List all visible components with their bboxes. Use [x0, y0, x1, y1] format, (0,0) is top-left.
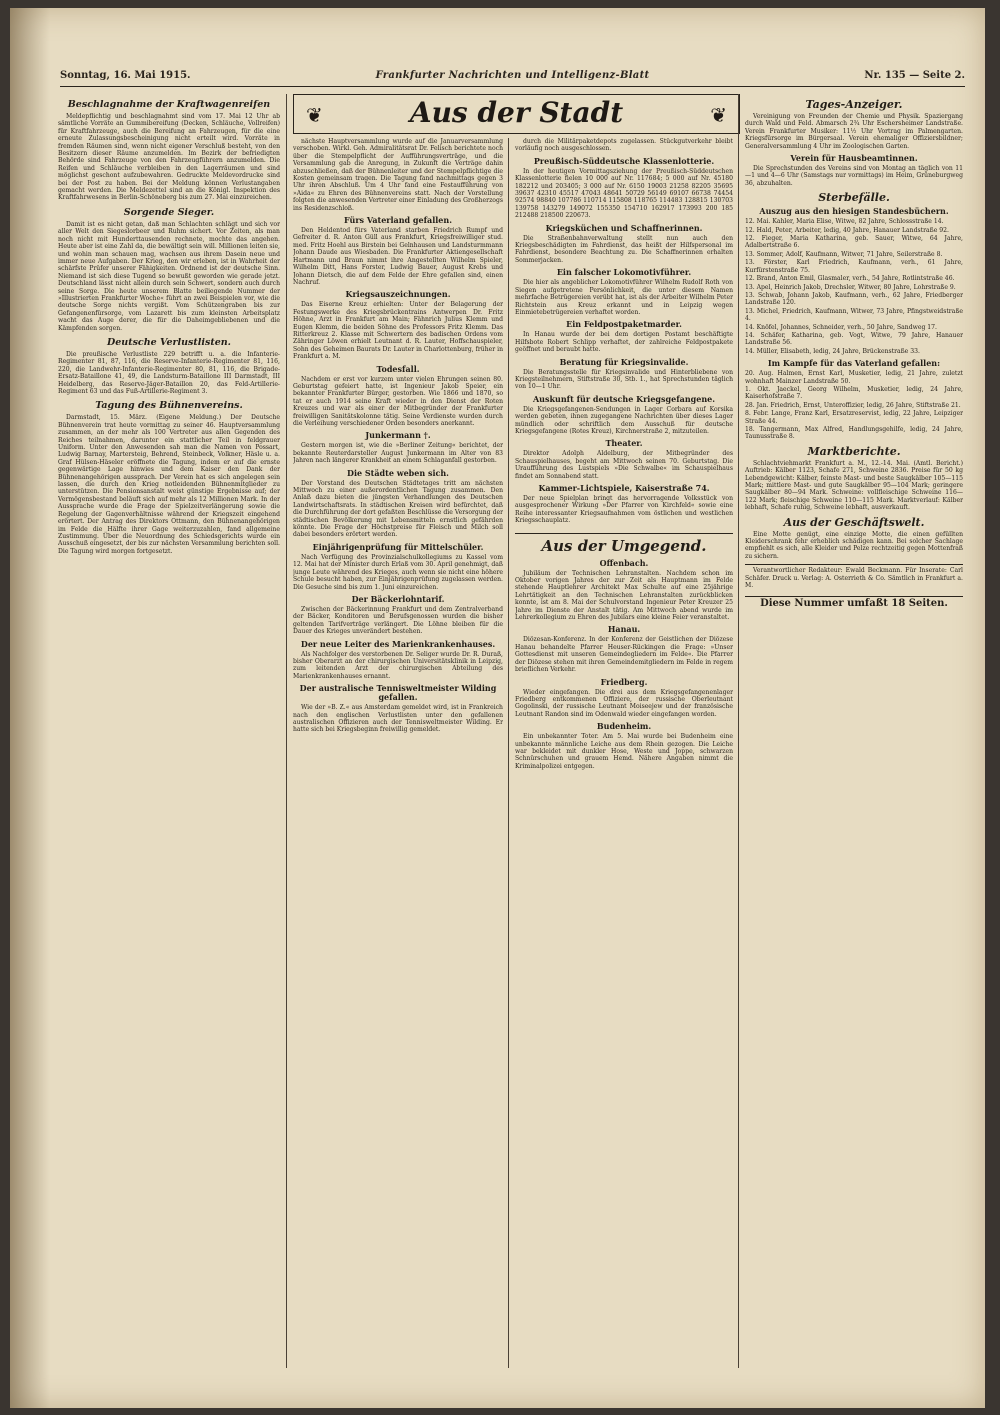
article-heading: Sterbefälle.: [818, 191, 890, 205]
article-text: Vereinigung von Freunden der Chemie und Physik. Spaziergang durch Wald und Feld. Abmarsch 2¾ Uhr Eschersheimer Landstraße. Verein Frankfurter Musiker: 11½ Uhr Vortrag im Palmengarten. Kriegsfürsorge im Bürgersaal. Verein ehemaliger Offiziersbildner; Generalversammlung 4 Uhr im Zoologischen Garten.: [745, 113, 963, 150]
article-text: Diözesan-Konferenz. In der Konferenz der Geistlichen der Diözese Hanau behandelte Pfarrer Heuser-Rückingen die Frage: »Unser Gottesdienst mit unseren Gemeindegliedern im Felde«. Die Pfarrer der Diözese stehen mit ihren Gemeindemitgliedern im Felde in regem brieflichen Verkehr.: [515, 636, 733, 674]
article-heading: Kriegsauszeichnungen.: [345, 289, 451, 300]
article-text: Die Kriegsgefangenen-Sendungen in Lager Corbara auf Korsika werden gebeten, ihnen zugegangene Nachrichten über dieses Lager mündlich oder schriftlich dem Ausschuß für deutsche Kriegsgefangene (Rotes Kreuz), Kirchnerstraße 2, mitzuteilen.: [515, 405, 733, 435]
article-heading: Kriegsküchen und Schaffnerinnen.: [545, 222, 703, 233]
article-heading: Einjährigenprüfung für Mittelschüler.: [312, 541, 484, 552]
town-heading: Friedberg.: [600, 676, 648, 687]
article-heading: Marktberichte.: [807, 444, 901, 458]
article-heading: Ein Feldpostpaketmarder.: [566, 319, 682, 330]
article-heading: Fürs Vaterland gefallen.: [343, 215, 452, 226]
article-heading: Deutsche Verlustlisten.: [107, 336, 231, 348]
article-text: Jubiläum der Technischen Lehranstalten. Nachdem schon im Oktober vorigen Jahres der zur Zeit als Hauptmann im Felde stehende Hauptlehrer Architekt Max Schulte auf eine 25jährige Lehrtätigkeit an den Technischen Lehranstalten zurückblicken konnte, ist am 8. Mai der Schulvorstand Ingenieur Peter Kreuzer 25 Jahre im Dienste der Anstalt tätig. Am Mittwoch abend wurde im Lehrerkollegium zu Ehren des Jubilars eine kleine Feier veranstaltet.: [515, 569, 733, 622]
section-title: Aus der Stadt: [409, 96, 624, 129]
article-text: Wie der »B. Z.« aus Amsterdam gemeldet wird, ist in Frankreich nach den englischen Verlustlisten unter den gefallenen australischen Offizieren auch der Tennisweltmeister Wilding. Er hatte sich bei Kriegsbeginn freiwillig gemeldet.: [293, 704, 503, 734]
list-item: 20. Aug. Halmen, Ernst Karl, Musketier, ledig, 21 Jahre, zuletzt wohnhaft Mainzer Landstraße 50.: [745, 370, 963, 385]
article-text: Wieder eingefangen. Die drei aus dem Kriegsgefangenenlager Friedberg entkommenen Offiziere, der russische Oberleutnant Gogolinski, der russische Leutnant Moiseejew und der französische Leutnant Randon sind im Odenwald wieder eingefangen worden.: [515, 688, 733, 718]
section-banner: [293, 94, 740, 134]
list-item: 8. Febr. Lange, Franz Karl, Ersatzreservist, ledig, 22 Jahre, Leipziger Straße 44.: [745, 410, 963, 425]
town-heading: Hanau.: [607, 624, 641, 635]
article-text: Nachdem er erst vor kurzem unter vielen Ehrungen seinen 80. Geburtstag gefeiert hatte, ist Ingenieur Jakob Speier, ein bekannter Frankfurter Bürger, gestorben. Wie 1866 und 1870, so tat er auch 1914 seine Kraft wieder in den Dienst der Roten Kreuzes und war als einer der Mitbegründer der Frankfurter freiwilligen Sanitätskolonne tätig. Seine Verdienste wurden durch die Verleihung verschiedener Orden besonders anerkannt.: [293, 375, 503, 427]
article-heading: Kammer-Lichtspiele, Kaiserstraße 74.: [538, 483, 710, 493]
article-text: In der heutigen Vormittagsziehung der Preußisch-Süddeutschen Klassenlotterie fielen 10 000 auf Nr. 117684; 5 000 auf Nr. 45180 182212 und 203405; 3 000 auf Nr. 6150 19003 21258 82205 35695 39637 42310 45517 47043 48641 50729 56149 69107 66738 74454 92574 98840 107786 110714 115808 118765 114483 128815 130703 139758 143279 149072 155350 154710 162917 173993 200 185 212488 218500 220673.: [515, 167, 733, 220]
article-heading: Verein für Hausbeamtinnen.: [790, 153, 918, 164]
paper-title: Frankfurter Nachrichten und Intelligenz-Blatt: [375, 70, 650, 81]
article-text: Darmstadt, 15. März. (Eigene Meldung.) Der Deutsche Bühnenverein trat heute vormittag zu seiner 46. Hauptversammlung zusammen, an der mehr als 100 Vertreter aus allen Gegenden des Reiches teilnahmen, darunter ein stattlicher Teil in feldgrauer Uniform. Unter den Anwesenden sah man die Namen von Possart, Ludwig Barnay, Martersteig, Behrend, Steinbeck, Volkner, Häsle u. a. Graf Hülsen-Häseler eröffnete die Tagung, indem er auf die ernste gegenwärtige Lage hinwies und dem Kaiser den Dank der Bühnenangehörigen aussprach. Der Verein hat es sich angelegen sein lassen, die durch den Krieg notleidenden Bühnenmitglieder zu unterstützen. Die Pensionsanstalt weist günstige Ergebnisse auf; der Vermögensbestand beläuft sich auf mehr als 12 Millionen Mark. In der Aussprache wurde die Frage der Spielzeitverlängerung sowie die Regelung der Gagenverhältnisse während der Kriegszeit eingehend erörtert. Der Antrag des Direktors Ottmann, den Bühnenangehörigen im Felde die Hälfte ihrer Gage weiterzuzahlen, fand allgemeine Zustimmung. Über die Neuordnung des Schiedsgerichts wurde ein Ausschuß eingesetzt, der bis zur nächsten Versammlung berichten soll. Die Tagung wird morgen fortgesetzt.: [58, 414, 280, 555]
article-heading: Preußisch-Süddeutsche Klassenlotterie.: [533, 155, 715, 166]
ornament-left-icon: ❦: [306, 103, 323, 127]
masthead: [60, 70, 965, 87]
article-heading: Tagung des Bühnenvereins.: [95, 400, 243, 412]
article-text: Die hier als angeblicher Lokomotivführer Wilhelm Rudolf Roth von Siegen aufgetretene Persönlichkeit, die unter diesem Namen mehrfache Betrügereien verübt hat, ist als der Arbeiter Wilhelm Peter Richtstein aus Kreuz erkannt und in Leipzig wegen Einmietebetrügereien verhaftet worden.: [515, 279, 733, 316]
newspaper-page: [10, 8, 985, 1408]
ornament-right-icon: ❦: [710, 103, 727, 127]
article-text: Die preußische Verlustliste 229 betrifft u. a. die Infanterie-Regimenter 81, 87, 116, die Reserve-Infanterie-Regimenter 81, 116, 220, die Landwehr-Infanterie-Regimenter 80, 81, 116, die Brigade-Ersatz-Bataillone 41, 49, die Landsturm-Bataillone III Darmstadt, III Heidelberg, das Reserve-Jäger-Bataillon 20, das Feld-Artillerie-Regiment 63 und das Fuß-Artillerie-Regiment 3.: [58, 350, 280, 395]
list-item: 28. Jan. Friedrich, Ernst, Unteroffizier, ledig, 26 Jahre, Stiftstraße 21.: [745, 401, 961, 409]
article-text: nächste Hauptversammlung wurde auf die Januarversammlung verschoben. Wirkl. Geh. Admiralitätsrat Dr. Felisch berichtete noch über die Stempelpflicht der Aufführungsverträge, und die Versammlung gab die Anregung, in Zukunft die Verträge dahin abzuschließen, daß der Bühnenleiter und der Stempelpflichtige die Kosten gemeinsam tragen. Die Tagung fand nachmittags gegen 3 Uhr ihren Abschluß. Um 4 Uhr fand eine Festaufführung von »Aida« zu Ehren des Bühnenvereins statt. Nach der Vorstellung folgten die anwesenden Vertreter einer Einladung des Großherzogs ins Residenzschloß.: [293, 138, 503, 212]
list-item: 14. Knöfel, Johannes, Schneider, verh., 50 Jahre, Sandweg 17.: [745, 323, 937, 331]
list-item: 13. Schwab, Johann Jakob, Kaufmann, verh., 62 Jahre, Friedberger Landstraße 120.: [745, 291, 963, 307]
article-heading: Beratung für Kriegsinvalide.: [559, 356, 689, 367]
article-text: Gestern morgen ist, wie die »Berliner Zeitung« berichtet, der bekannte Reuterdarsteller August Junkermann im Alter von 83 Jahren nach längerer Krankheit an einem Schlaganfall gestorben.: [293, 442, 503, 465]
article-heading: Der Bäckerlohntarif.: [351, 593, 445, 604]
article-text: Direktor Adolph Aldelburg, der Mitbegründer des Schauspielhauses, begeht am Mittwoch seinen 70. Geburtstag. Die Uraufführung des Lustspiels »Die Schwalbe« im Schauspielhaus findet am Sonnabend statt.: [515, 450, 733, 480]
article-heading: Sorgende Sieger.: [123, 206, 215, 218]
article-heading: Der australische Tennisweltmeister Wilding gefallen.: [299, 683, 497, 703]
article-text: Damit ist es nicht getan, daß man Schlachten schlägt und sich vor aller Welt den Siegeslorbeer und Ruhm sichert. Vor Zeiten, als man noch nicht mit Hunderttausenden rechnete, mochte das angehen. Heute aber ist eine Zahl da, die bewältigt sein will. Millionen leiten sie, und wohin man schauen mag, wachsen aus ihrem Dasein neue und immer neue Aufgaben. Der Krieg, den wir erleben, ist in Wahrheit der schärfste Prüfer unserer Fähigkeiten. Ordnend ist der deutsche Sinn. Niemand ist sich diese Tugend so bewußt geworden wie gerade jetzt. Deutschland lässt nicht allein durch sein Schwert, sondern auch durch seine Sorge. Die heute unserem Blatte beiliegende Nummer der »Illustrierten Frankfurter Woche« führt an zwei Beispielen vor, wie die deutsche Sorge nichts vergißt. Vom Schützengraben bis zur Gefangenenfürsorge, vom Lazarett bis zum kleinsten Arbeitsplatz wacht das Auge derer, die für die Daheimgebliebenen und die Kämpfenden sorgen.: [58, 220, 280, 332]
article-heading: Theater.: [605, 438, 643, 449]
issue-date: Sonntag, 16. Mai 1915.: [60, 70, 191, 81]
list-item: 1. Okt. Jaeckel, Georg Wilhelm, Musketier, ledig, 24 Jahre, Kaiserhofstraße 7.: [745, 385, 963, 401]
column-divider: [286, 94, 287, 1368]
article-text: durch die Militärpaketdepots zugelassen. Stückgutverkehr bleibt vorläufig noch ausgeschlossen.: [515, 138, 733, 153]
article-subheading: Auszug aus den hiesigen Standesbüchern.: [759, 206, 949, 217]
article-text: Ein unbekannter Toter. Am 5. Mai wurde bei Budenheim eine unbekannte männliche Leiche aus dem Rhein gezogen. Die Leiche war bekleidet mit dunkler Hose, Weste und Joppe, schwarzen Schnürschuhen und grauem Hemd. Nähere Angaben nimmt die Kriminalpolizei entgegen.: [515, 733, 733, 770]
article-text: Der neue Spielplan bringt das hervorragende Volksstück von ausgesprochener Wirkung »Der Pfarrer von Kirchfeld« sowie eine Reihe interessanter Kriegsaufnahmen vom östlichen und westlichen Kriegsschauplatz.: [515, 495, 733, 525]
town-heading: Budenheim.: [596, 721, 652, 732]
list-item: 13. Sommer, Adolf, Kaufmann, Witwer, 71 Jahre, Seilerstraße 8.: [745, 250, 943, 258]
article-heading: Beschlagnahme der Kraftwagenreifen: [67, 99, 271, 110]
article-heading: Aus der Geschäftswelt.: [783, 515, 925, 529]
fallen-list: [745, 370, 963, 441]
list-item: 12. Fieger, Maria Katharina, geb. Sauer, Witwe, 64 Jahre, Adalbertstraße 6.: [745, 235, 963, 250]
article-text: Die Sprechstunden des Vereins sind von Montag an täglich von 11—1 und 4—6 Uhr (Samstags nur vormittags) im Heim, Grüneburgweg 36, abzuhalten.: [745, 165, 963, 187]
article-text: Schlachtviehmarkt Frankfurt a. M., 12.-14. Mai. (Amtl. Bericht.) Auftrieb: Kälber 1123, Schafe 271, Schweine 2836. Preise für 50 kg Lebendgewicht: Kälber, feinste Mast- und beste Saugkälber 105—115 Mark; mittlere Mast- und gute Saugkälber 95—104 Mark; geringere Saugkälber 80—94 Mark. Schweine: vollfleischige Schweine 116—122 Mark; fleischige Schweine 110—115 Mark. Marktverlauf: Kälber lebhaft, Schafe ruhig, Schweine lebhaft, ausverkauft.: [745, 459, 963, 512]
article-heading: Ein falscher Lokomotivführer.: [556, 267, 692, 278]
article-text: Die Straßenbahnverwaltung stellt nun auch den Kriegsbeschädigten im Fahrdienst, das heißt der Hilfspersonal im Fahrdienst, besondere Beachtung zu. Die Schaffnerinnen erhalten Sommerjacken.: [515, 234, 733, 264]
column-4: [745, 94, 963, 1374]
list-item: 13. Apel, Heinrich Jakob, Drechsler, Witwer, 80 Jahre, Lohrstraße 9.: [745, 283, 956, 291]
list-item: 12. Hald, Peter, Arbeiter, ledig, 40 Jahre, Hanauer Landstraße 92.: [745, 226, 949, 234]
imprint: Verantwortlicher Redakteur: Ewald Beckmann. Für Inserate: Carl Schäfer. Druck u. Verlag: A. Osterrieth & Co. Sämtlich in Frankfurt a. M.: [745, 564, 963, 589]
list-item: 13. Michel, Friedrich, Kaufmann, Witwer, 73 Jahre, Pfingstweidstraße 4.: [745, 307, 963, 323]
article-text: Nach Verfügung des Provinzialschulkollegiums zu Kassel vom 12. Mai hat der Minister durch Erlaß vom 30. April genehmigt, daß junge Leute während des Krieges, auch wenn sie nicht eine höhere Schule besucht haben, zur Einjährigenprüfung zugelassen werden. Die Gesuche sind bis zum 1. Juni einzureichen.: [293, 553, 503, 591]
article-subheading: Im Kampfe für das Vaterland gefallen:: [767, 358, 941, 369]
umgegend-heading: Aus der Umgegend.: [515, 533, 733, 555]
article-heading: Junkermann †.: [365, 430, 431, 441]
article-text: Den Heldentod fürs Vaterland starben Friedrich Rumpf und Gefreiter d. R. Anton Güll aus Frankfurt, Kriegsfreiwilliger stud. med. Fritz Hoehl aus Birstein bei Gelnhausen und Landsturmmann Johann Daude aus Wiesbaden. Die Frankfurter Aktiengesellschaft Hartmann und Braun nimmt ihre Angestellten Wilhelm Spieler, Wilhelm Ditt, Hans Forster, Ludwig Bauer, August Krebs und Johann Dietsch, die auf dem Felde der Ehre gefallen sind, einen Nachruf.: [293, 227, 503, 286]
article-text: Eine Motte genügt, eine einzige Motte, die einen gefüllten Kleiderschrank fehr erheblich schädigen kann. Bei solcher Sachlage empfiehlt es sich, alle Kleider und Pelze rechtzeitig gegen Mottenfraß zu sichern.: [745, 530, 963, 560]
article-text: Meldepflichtig und beschlagnahmt sind vom 17. Mai 12 Uhr ab sämtliche Vorräte an Gummibereifung (Decken, Schläuche, Vollreifen) für Kraftfahrzeuge, auch die Bereifung an Fahrzeugen, für die eine erneute Zulassungsbescheinigung nicht erteilt wird. Vorräte in fremden Räumen sind, wenn nicht eigener Verschluß besteht, von den Besitzern dieser Räume anzumelden. Im Bezirk der befriedigten Behörde sind Fahrzeuge von den Fahrzeugführern anzumelden. Die Reifen und Schläuche verbleiben in den Lagerräumen und sind möglichst geschont aufzubewahren. Gedruckte Meldevordrucke sind bei der Post zu haben. Bei der Meldung können Verlustangaben gemacht werden. Die Meldezettel sind an die Königl. Inspektion des Kraftfahrwesens in Berlin-Schöneberg bis zum 27. Mai einzureichen.: [58, 113, 280, 202]
article-text: Als Nachfolger des verstorbenen Dr. Seliger wurde Dr. R. Duraß, bisher Oberarzt an der chirurgischen Universitätsklinik in Leipzig, zum leitenden Arzt der chirurgischen Abteilung des Marienkrankenhauses ernannt.: [293, 650, 503, 680]
column-3: [515, 138, 733, 1364]
article-heading: Der neue Leiter des Marienkrankenhauses.: [300, 638, 496, 649]
list-item: 14. Schäfer, Katharina, geb. Vogt, Witwe, 79 Jahre, Hanauer Landstraße 56.: [745, 331, 963, 347]
article-text: In Hanau wurde der bei dem dortigen Postamt beschäftigte Hilfsbote Robert Schlipp verhaftet, der zahlreiche Feldpostpakete geöffnet und beraubt hatte.: [515, 331, 733, 354]
article-text: Zwischen der Bäckerinnung Frankfurt und dem Zentralverband der Bäcker, Konditoren und Berufsgenossen wurden die bisher geltenden Tarifverträge verlängert. Die Löhne bleiben für die Dauer des Krieges unverändert bestehen.: [293, 605, 503, 636]
list-item: 12. Brand, Anton Emil, Glasmaler, verh., 54 Jahre, Rotlintstraße 46.: [745, 275, 955, 283]
list-item: 18. Tangermann, Max Alfred, Handlungsgehilfe, ledig, 24 Jahre, Taunusstraße 8.: [745, 426, 963, 441]
article-text: Der Vorstand des Deutschen Städtetages tritt am nächsten Mittwoch zu einer außerordentlichen Tagung zusammen. Den Anlaß dazu bieten die jüngsten Verhandlungen des Deutschen Landwirtschaftsrats. In städtischen Kreisen wird befürchtet, daß die Durchführung der dort gefaßten Beschlüsse die Versorgung der städtischen Bevölkerung mit Lebensmitteln ernstlich gefährden könnte. Die Frage der Höchstpreise für Fleisch und Milch soll dabei besonders erörtert werden.: [293, 479, 503, 539]
article-heading: Auskunft für deutsche Kriegsgefangene.: [532, 393, 716, 404]
column-1: [58, 94, 280, 1364]
article-heading: Tages-Anzeiger.: [805, 98, 903, 111]
death-list: [745, 218, 963, 355]
list-item: 14. Müller, Elisabeth, ledig, 24 Jahre, Brückenstraße 33.: [745, 347, 920, 355]
list-item: 13. Förster, Karl Friedrich, Kaufmann, verh., 61 Jahre, Kurfürstenstraße 75.: [745, 259, 963, 274]
list-item: 12. Mai. Kahler, Maria Elise, Witwe, 82 Jahre, Schlossstraße 14.: [745, 218, 944, 226]
article-text: Die Beratungsstelle für Kriegsinvalide und Hinterbliebene von Kriegsteilnehmern, Stiftstraße 30, Stb. 1., hat Sprechstunden täglich von 10—1 Uhr.: [515, 368, 733, 391]
column-2: [293, 138, 503, 1364]
town-heading: Offenbach.: [599, 557, 649, 568]
page-count-notice: Diese Nummer umfaßt 18 Seiten.: [745, 596, 963, 607]
article-heading: Die Städte weben sich.: [347, 467, 449, 478]
page-number: Nr. 135 — Seite 2.: [864, 70, 965, 81]
column-divider: [738, 94, 739, 1368]
article-heading: Todesfall.: [376, 363, 420, 374]
article-text: Das Eiserne Kreuz erhielten: Unter der Belagerung der Festungswerke des Kriegsbrückentrains Antwerpen Dr. Fritz Höhne, Arzt in Frankfurt am Main; Fähnrich Julius Klemm und Eugen Klemm, die beiden Söhne des Professors Fritz Klemm. Das Ritterkreuz 2. Klasse mit Schwertern des badischen Ordens vom Zähringer Löwen erhielt Leutnant d. R. Lauter, Hoffschauspieler, Sohn des Geheimen Baurats Dr. Lauter in Charlottenburg, früher in Frankfurt a. M.: [293, 301, 503, 361]
column-divider: [508, 138, 509, 1368]
